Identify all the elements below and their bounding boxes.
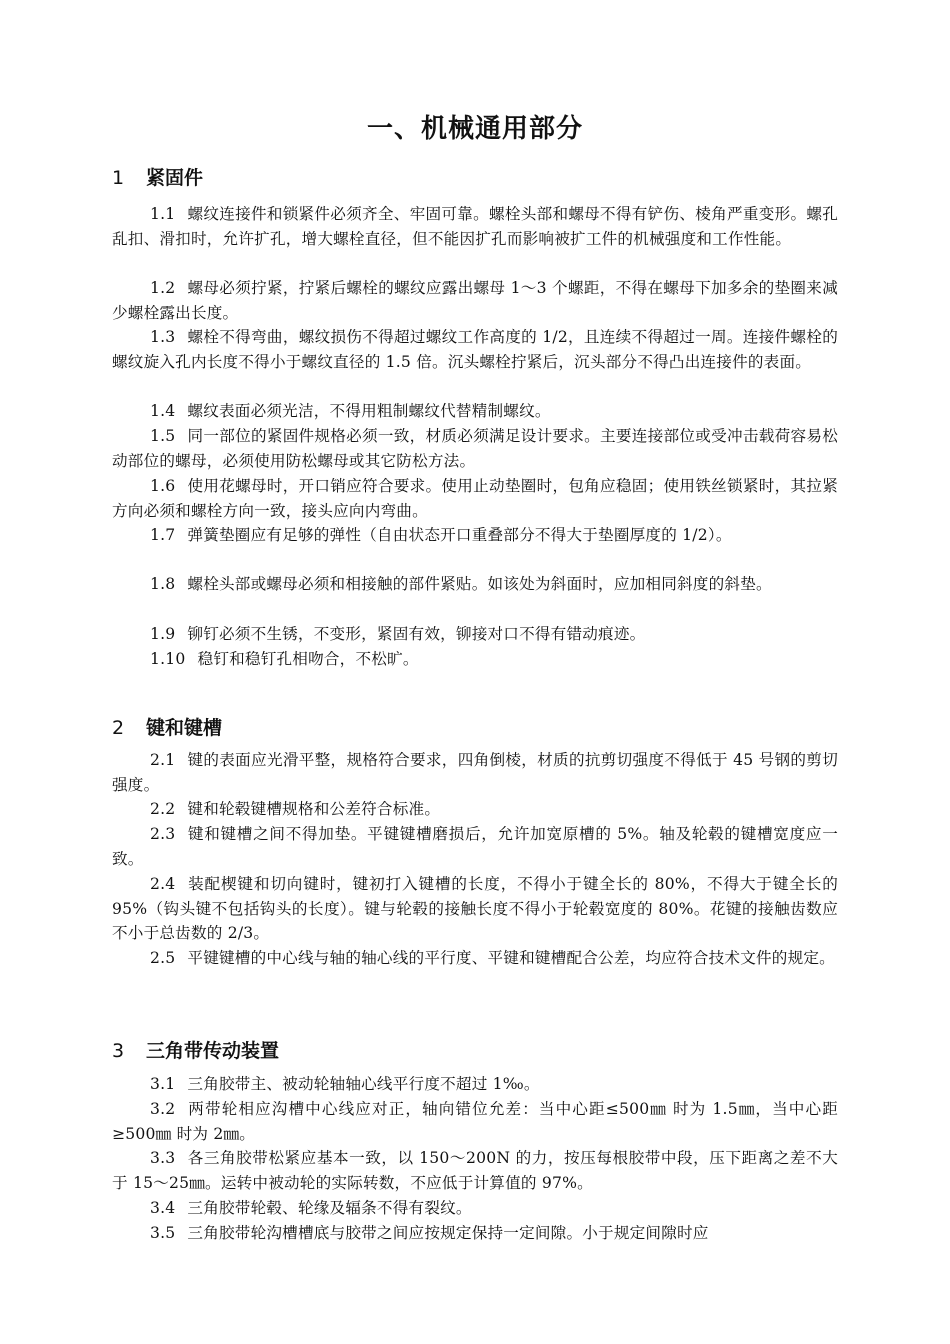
page-title: 一、机械通用部分 [366,114,583,144]
paragraph-2-3: 2.3 键和键槽之间不得加垫。平键键槽磨损后，允许加宽原槽的 5%。轴及轮毂的键槽宽度应一致。 [112,825,838,868]
section-heading-3 [112,1036,279,1063]
section-title: 三角带传动装置 [146,1040,280,1062]
paragraph-3-4: 3.4 三角胶带轮毂、轮缘及辐条不得有裂纹。 [150,1199,472,1217]
section-number: 3 [112,1040,125,1062]
paragraph-1-9: 1.9 铆钉必须不生锈，不变形，紧固有效，铆接对口不得有错动痕迹。 [150,625,646,643]
section-number: 2 [112,717,125,739]
paragraph-1-1: 1.1 螺纹连接件和锁紧件必须齐全、牢固可靠。螺栓头部和螺母不得有铲伤、棱角严重变形。螺孔乱扣、滑扣时，允许扩孔，增大螺栓直径，但不能因扩孔而影响被扩工件的机械强度和工作性能。 [112,205,838,248]
paragraph-1-5: 1.5 同一部位的紧固件规格必须一致，材质必须满足设计要求。主要连接部位或受冲击载荷容易松动部位的螺母，必须使用防松螺母或其它防松方法。 [112,427,838,470]
paragraph-2-5: 2.5 平键键槽的中心线与轴的轴心线的平行度、平键和键槽配合公差，均应符合技术文件的规定。 [150,949,835,967]
section-heading-2 [112,713,222,740]
paragraph-1-7: 1.7 弹簧垫圈应有足够的弹性（自由状态开口重叠部分不得大于垫圈厚度的 1/2）。 [150,526,732,544]
paragraph-1-6: 1.6 使用花螺母时，开口销应符合要求。使用止动垫圈时，包角应稳固；使用铁丝锁紧时，其拉紧方向必须和螺栓方向一致，接头应向内弯曲。 [112,477,838,520]
paragraph-1-10: 1.10 稳钉和稳钉孔相吻合，不松旷。 [150,650,419,668]
paragraph-2-2: 2.2 键和轮毂键槽规格和公差符合标准。 [150,800,441,818]
paragraph-1-3: 1.3 螺栓不得弯曲，螺纹损伤不得超过螺纹工作高度的 1/2，且连续不得超过一周。连接件螺栓的螺纹旋入孔内长度不得小于螺纹直径的 1.5 倍。沉头螺栓拧紧后，沉头部分不得凸出连接件的表面。 [112,328,838,371]
paragraph-2-4: 2.4 装配楔键和切向键时，键初打入键槽的长度，不得小于键全长的 80%，不得大于键全长的 95%（钩头键不包括钩头的长度）。键与轮毂的接触长度不得小于轮毂宽度的 80%。花键的接触齿数应不小于总齿数的 2/3。 [112,875,838,942]
paragraph-3-2: 3.2 两带轮相应沟槽中心线应对正，轴向错位允差：当中心距≤500㎜ 时为 1.5㎜，当中心距≥500㎜ 时为 2㎜。 [112,1100,838,1143]
paragraph-3-3: 3.3 各三角胶带松紧应基本一致，以 150～200N 的力，按压每根胶带中段，压下距离之差不大于 15～25㎜。运转中被动轮的实际转数，不应低于计算值的 97%。 [112,1149,838,1192]
section-title: 紧固件 [146,167,204,189]
paragraph-1-2: 1.2 螺母必须拧紧，拧紧后螺栓的螺纹应露出螺母 1～3 个螺距，不得在螺母下加多余的垫圈来减少螺栓露出长度。 [112,279,838,322]
section-heading-1 [112,163,203,190]
section-title: 键和键槽 [146,717,223,739]
paragraph-2-1: 2.1 键的表面应光滑平整，规格符合要求，四角倒棱，材质的抗剪切强度不得低于 45 号钢的剪切强度。 [112,751,838,794]
section-number: 1 [112,167,125,189]
paragraph-3-1: 3.1 三角胶带主、被动轮轴轴心线平行度不超过 1‰。 [150,1075,540,1093]
paragraph-3-5: 3.5 三角胶带轮沟槽槽底与胶带之间应按规定保持一定间隙。小于规定间隙时应 [150,1224,709,1242]
paragraph-1-4: 1.4 螺纹表面必须光洁，不得用粗制螺纹代替精制螺纹。 [150,402,551,420]
paragraph-1-8: 1.8 螺栓头部或螺母必须和相接触的部件紧贴。如该处为斜面时，应加相同斜度的斜垫。 [150,575,772,593]
